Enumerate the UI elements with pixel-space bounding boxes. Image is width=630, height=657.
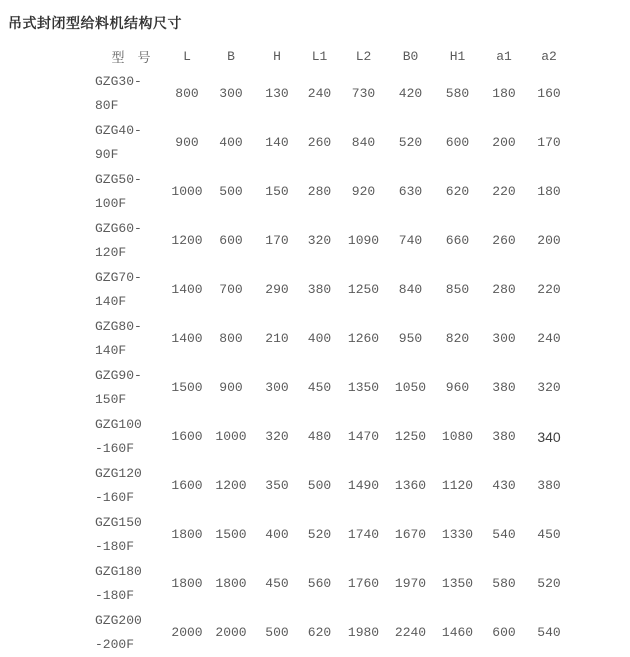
value-cell: 1200 [215, 478, 247, 493]
column-header: B0 [402, 48, 419, 64]
value-cell: 540 [492, 527, 516, 542]
value-cell: 1000 [215, 429, 247, 444]
value-cell: 620 [445, 184, 470, 199]
value-cell: 1400 [171, 282, 203, 297]
value-cell: 580 [445, 86, 470, 101]
value-cell: 1350 [441, 576, 474, 591]
value-cell: 900 [175, 135, 199, 150]
page-title: 吊式封闭型给料机结构尺寸 [8, 15, 182, 31]
model-line-1: GZG50- [95, 171, 142, 187]
column-header: H1 [449, 48, 466, 64]
value-cell: 140 [265, 135, 289, 150]
value-cell: 380 [492, 429, 516, 444]
value-cell: 380 [537, 478, 561, 493]
model-line-2: -180F [95, 587, 135, 603]
model-line-1: GZG120 [95, 465, 142, 481]
value-cell: 740 [398, 233, 423, 248]
model-line-1: GZG90- [95, 367, 142, 383]
model-line-1: GZG80- [95, 318, 142, 334]
model-line-2: -200F [95, 636, 135, 652]
model-line-1: GZG60- [95, 220, 142, 236]
value-cell: 1120 [441, 478, 474, 493]
value-cell: 580 [492, 576, 516, 591]
value-cell: 960 [445, 380, 470, 395]
value-cell: 820 [445, 331, 470, 346]
value-cell: 1260 [347, 331, 380, 346]
value-cell: 350 [265, 478, 289, 493]
value-cell: 1000 [171, 184, 203, 199]
table-row [95, 167, 571, 216]
value-cell: 800 [175, 86, 199, 101]
value-cell: 1970 [394, 576, 427, 591]
value-cell: 180 [492, 86, 516, 101]
value-cell: 1050 [394, 380, 427, 395]
model-line-2: 120F [95, 244, 127, 260]
value-cell: 400 [219, 135, 243, 150]
value-cell: 180 [537, 184, 561, 199]
model-line-1: GZG30- [95, 73, 142, 89]
model-cell [95, 118, 167, 167]
model-line-1: GZG200 [95, 612, 142, 628]
value-cell: 450 [537, 527, 561, 542]
model-cell [95, 314, 167, 363]
value-cell: 800 [219, 331, 243, 346]
model-cell [95, 608, 167, 657]
value-cell: 840 [398, 282, 423, 297]
table-row [95, 461, 571, 510]
table-row [95, 412, 571, 461]
value-cell: 840 [351, 135, 376, 150]
value-cell: 600 [492, 625, 516, 640]
column-header: H [273, 48, 281, 64]
value-cell: 280 [492, 282, 516, 297]
value-cell: 900 [219, 380, 243, 395]
value-cell: 500 [307, 478, 332, 493]
value-cell: 170 [537, 135, 561, 150]
column-header: L1 [311, 48, 328, 64]
value-cell: 1250 [347, 282, 380, 297]
value-cell: 300 [265, 380, 289, 395]
value-cell: 520 [537, 576, 561, 591]
value-cell: 920 [351, 184, 376, 199]
value-cell: 520 [398, 135, 423, 150]
table-row [95, 69, 571, 118]
value-cell: 500 [219, 184, 243, 199]
value-cell: 1460 [441, 625, 474, 640]
value-cell: 560 [307, 576, 332, 591]
model-line-2: 80F [95, 97, 119, 113]
value-cell: 1400 [171, 331, 203, 346]
value-cell: 380 [492, 380, 516, 395]
table-row [95, 118, 571, 167]
value-cell: 420 [398, 86, 423, 101]
value-cell: 1800 [215, 576, 247, 591]
value-cell: 1500 [171, 380, 203, 395]
value-cell: 290 [265, 282, 289, 297]
model-line-2: 100F [95, 195, 127, 211]
value-cell: 1800 [171, 527, 203, 542]
value-cell: 2000 [171, 625, 203, 640]
model-cell [95, 559, 167, 608]
value-cell: 320 [537, 380, 561, 395]
model-line-2: 90F [95, 146, 119, 162]
value-cell: 200 [537, 233, 561, 248]
value-cell: 1490 [347, 478, 380, 493]
model-cell [95, 69, 167, 118]
value-cell: 1800 [171, 576, 203, 591]
model-line-2: 140F [95, 293, 127, 309]
model-cell [95, 510, 167, 559]
value-cell: 320 [265, 429, 289, 444]
value-cell: 240 [307, 86, 332, 101]
value-cell: 950 [398, 331, 423, 346]
table-row [95, 510, 571, 559]
value-cell: 700 [219, 282, 243, 297]
value-cell: 210 [265, 331, 289, 346]
value-cell: 1500 [215, 527, 247, 542]
model-line-2: 140F [95, 342, 127, 358]
value-cell: 320 [307, 233, 332, 248]
value-cell: 450 [265, 576, 289, 591]
table-row [95, 559, 571, 608]
value-cell: 2000 [215, 625, 247, 640]
value-cell: 450 [307, 380, 332, 395]
model-line-1: GZG100 [95, 416, 142, 432]
table-row [95, 265, 571, 314]
model-line-1: GZG40- [95, 122, 142, 138]
value-cell: 1330 [441, 527, 474, 542]
value-cell: 400 [307, 331, 332, 346]
value-cell: 1470 [347, 429, 380, 444]
model-cell [95, 461, 167, 510]
value-cell: 1670 [394, 527, 427, 542]
table-row [95, 216, 571, 265]
value-cell: 1250 [394, 429, 427, 444]
model-cell [95, 412, 167, 461]
value-cell: 1200 [171, 233, 203, 248]
value-cell: 1360 [394, 478, 427, 493]
value-cell: 380 [307, 282, 332, 297]
value-cell: 600 [219, 233, 243, 248]
value-cell: 660 [445, 233, 470, 248]
value-cell: 400 [265, 527, 289, 542]
value-cell: 300 [219, 86, 243, 101]
value-cell: 300 [492, 331, 516, 346]
value-cell: 240 [537, 331, 561, 346]
column-header: L2 [355, 48, 372, 64]
value-cell: 520 [307, 527, 332, 542]
column-header: a2 [541, 48, 557, 64]
value-cell: 1740 [347, 527, 380, 542]
model-cell [95, 363, 167, 412]
model-line-1: GZG70- [95, 269, 142, 285]
value-cell: 600 [445, 135, 470, 150]
table-row [95, 314, 571, 363]
column-header: B [227, 48, 235, 64]
value-cell: 730 [351, 86, 376, 101]
value-cell: 260 [492, 233, 516, 248]
model-line-2: 150F [95, 391, 127, 407]
header-row [95, 43, 571, 69]
column-header: L [183, 48, 191, 64]
column-header: a1 [496, 48, 512, 64]
model-line-1: GZG150 [95, 514, 142, 530]
table-body [95, 69, 571, 657]
model-cell [95, 216, 167, 265]
value-cell: 1350 [347, 380, 380, 395]
value-cell: 260 [307, 135, 332, 150]
value-cell: 150 [265, 184, 289, 199]
value-cell: 850 [445, 282, 470, 297]
dimensions-table [95, 43, 571, 657]
value-cell: 200 [492, 135, 516, 150]
value-cell: 620 [307, 625, 332, 640]
value-cell: 500 [265, 625, 289, 640]
value-cell: 170 [265, 233, 289, 248]
value-cell: 480 [307, 429, 332, 444]
table-head [95, 43, 571, 69]
value-cell: 630 [398, 184, 423, 199]
model-line-2: -160F [95, 489, 135, 505]
value-cell: 130 [265, 86, 289, 101]
value-cell: 430 [492, 478, 516, 493]
value-cell: 540 [537, 625, 561, 640]
table-row [95, 608, 571, 657]
value-cell: 1600 [171, 478, 203, 493]
model-line-1: GZG180 [95, 563, 142, 579]
table-row [95, 363, 571, 412]
value-cell: 220 [492, 184, 516, 199]
model-line-2: -160F [95, 440, 135, 456]
value-cell: 1980 [347, 625, 380, 640]
model-line-2: -180F [95, 538, 135, 554]
value-cell: 2240 [394, 625, 427, 640]
value-cell: 220 [537, 282, 561, 297]
value-cell: 340 [537, 428, 561, 445]
value-cell: 280 [307, 184, 332, 199]
value-cell: 1080 [441, 429, 474, 444]
model-cell [95, 265, 167, 314]
model-cell [95, 167, 167, 216]
value-cell: 1600 [171, 429, 203, 444]
value-cell: 1760 [347, 576, 380, 591]
value-cell: 160 [537, 86, 561, 101]
value-cell: 1090 [347, 233, 380, 248]
column-header-model: 型 号 [111, 50, 151, 66]
